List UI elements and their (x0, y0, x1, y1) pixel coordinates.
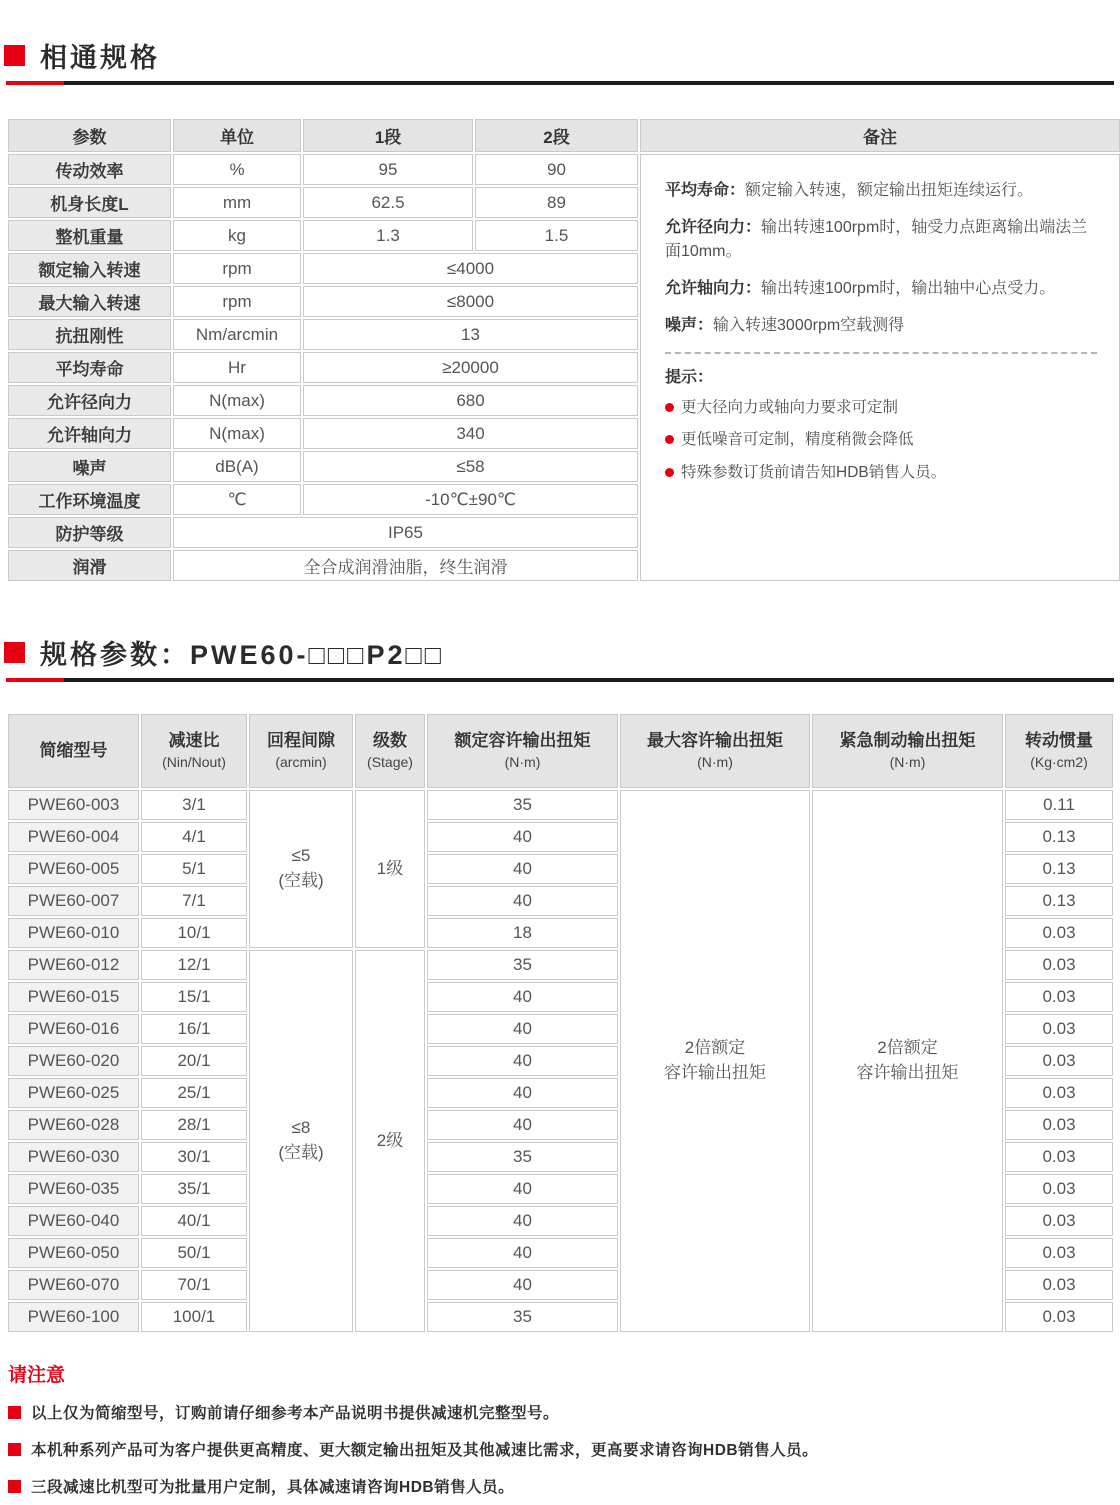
param-label: 抗扭刚性 (8, 319, 171, 350)
seg1-cell: 95 (303, 154, 473, 185)
inertia-cell: 0.11 (1005, 790, 1113, 820)
remark-item: 允许轴向力：输出转速100rpm时，输出轴中心点受力。 (665, 280, 1056, 297)
value-cell: -10℃±90℃ (303, 484, 638, 515)
param-label: 传动效率 (8, 154, 171, 185)
value-cell: ≤58 (303, 451, 638, 482)
value-cell: ≤4000 (303, 253, 638, 284)
tip-item: 更低噪音可定制，精度稍微会降低 (665, 428, 1097, 451)
ratio-cell: 3/1 (141, 790, 247, 820)
red-square-bullet-icon (8, 1480, 21, 1493)
unit-cell: mm (173, 187, 301, 218)
model-cell: PWE60-020 (8, 1046, 139, 1076)
seg2-cell: 90 (475, 154, 638, 185)
ratio-cell: 5/1 (141, 854, 247, 884)
model-cell: PWE60-025 (8, 1078, 139, 1108)
spec-header-row (8, 119, 1120, 152)
rated-torque-cell: 40 (427, 886, 618, 916)
ratio-cell: 7/1 (141, 886, 247, 916)
inertia-cell: 0.03 (1005, 1302, 1113, 1332)
model-header-backlash: 回程间隙 (arcmin) (249, 714, 353, 788)
red-square-bullet-icon (8, 1443, 21, 1456)
model-header-ratio: 减速比 (Nin/Nout) (141, 714, 247, 788)
model-cell: PWE60-004 (8, 822, 139, 852)
unit-cell: Hr (173, 352, 301, 383)
param-label: 平均寿命 (8, 352, 171, 383)
model-cell: PWE60-015 (8, 982, 139, 1012)
bullet-dot-icon (665, 403, 674, 412)
value-cell: 全合成润滑油脂，终生润滑 (173, 550, 638, 581)
spec-section-title: 相通规格 (40, 43, 160, 73)
value-cell: 340 (303, 418, 638, 449)
bullet-dot-icon (665, 468, 674, 477)
inertia-cell: 0.13 (1005, 854, 1113, 884)
param-label: 允许径向力 (8, 385, 171, 416)
rated-torque-cell: 40 (427, 1110, 618, 1140)
model-cell: PWE60-028 (8, 1110, 139, 1140)
model-section-head (4, 633, 1114, 672)
inertia-cell: 0.03 (1005, 1270, 1113, 1300)
ratio-cell: 10/1 (141, 918, 247, 948)
rated-torque-cell: 35 (427, 790, 618, 820)
spec-header-seg1: 1段 (303, 119, 473, 152)
model-cell: PWE60-010 (8, 918, 139, 948)
unit-cell: N(max) (173, 385, 301, 416)
model-cell: PWE60-070 (8, 1270, 139, 1300)
rated-torque-cell: 35 (427, 1302, 618, 1332)
model-table-row (8, 790, 1113, 820)
inertia-cell: 0.03 (1005, 1014, 1113, 1044)
rated-torque-cell: 40 (427, 1014, 618, 1044)
ratio-cell: 50/1 (141, 1238, 247, 1268)
model-cell: PWE60-005 (8, 854, 139, 884)
ratio-cell: 30/1 (141, 1142, 247, 1172)
rated-torque-cell: 40 (427, 1206, 618, 1236)
inertia-cell: 0.03 (1005, 1238, 1113, 1268)
rated-torque-cell: 40 (427, 1174, 618, 1204)
red-square-icon (4, 45, 25, 66)
model-header-max-torque: 最大容许输出扭矩 (N·m) (620, 714, 810, 788)
rated-torque-cell: 40 (427, 822, 618, 852)
ratio-cell: 70/1 (141, 1270, 247, 1300)
rated-torque-cell: 40 (427, 982, 618, 1012)
remarks-cell (640, 154, 1120, 581)
model-header-model: 简缩型号 (8, 714, 139, 788)
inertia-cell: 0.03 (1005, 1046, 1113, 1076)
model-cell: PWE60-050 (8, 1238, 139, 1268)
param-label: 额定输入转速 (8, 253, 171, 284)
model-cell: PWE60-035 (8, 1174, 139, 1204)
inertia-cell: 0.03 (1005, 1110, 1113, 1140)
model-cell: PWE60-007 (8, 886, 139, 916)
spec-header-param: 参数 (8, 119, 171, 152)
spec-section (6, 36, 1114, 583)
unit-cell: kg (173, 220, 301, 251)
spec-header-remark: 备注 (640, 119, 1120, 152)
max-torque-merged-cell: 2倍额定 容许输出扭矩 (620, 790, 810, 1332)
notice-item: 本机种系列产品可为客户提供更高精度、更大额定输出扭矩及其他减速比需求，更高要求请咨询HDB销售人员。 (8, 1438, 1114, 1460)
model-header-rated-torque: 额定容许输出扭矩 (N·m) (427, 714, 618, 788)
rated-torque-cell: 40 (427, 1078, 618, 1108)
red-square-bullet-icon (8, 1406, 21, 1419)
inertia-cell: 0.03 (1005, 1174, 1113, 1204)
rated-torque-cell: 18 (427, 918, 618, 948)
model-header-row (8, 714, 1113, 788)
ratio-cell: 40/1 (141, 1206, 247, 1236)
ratio-cell: 28/1 (141, 1110, 247, 1140)
ratio-cell: 16/1 (141, 1014, 247, 1044)
model-cell: PWE60-012 (8, 950, 139, 980)
spec-section-head (4, 36, 1114, 75)
tip-item: 更大径向力或轴向力要求可定制 (665, 396, 1097, 419)
ratio-cell: 12/1 (141, 950, 247, 980)
title-rule (6, 678, 1114, 682)
inertia-cell: 0.03 (1005, 982, 1113, 1012)
seg2-cell: 89 (475, 187, 638, 218)
red-square-icon (4, 642, 25, 663)
inertia-cell: 0.13 (1005, 886, 1113, 916)
rated-torque-cell: 35 (427, 1142, 618, 1172)
model-cell: PWE60-003 (8, 790, 139, 820)
rated-torque-cell: 40 (427, 1270, 618, 1300)
param-label: 润滑 (8, 550, 171, 581)
model-cell: PWE60-016 (8, 1014, 139, 1044)
model-table-body (8, 790, 1113, 1332)
backlash-group2-cell: ≤8 (空载) (249, 950, 353, 1332)
tips-title: 提示： (665, 369, 714, 386)
tip-item: 特殊参数订货前请告知HDB销售人员。 (665, 461, 1097, 484)
model-header-inertia: 转动惯量 (Kg·cm2) (1005, 714, 1113, 788)
inertia-cell: 0.03 (1005, 950, 1113, 980)
param-label: 整机重量 (8, 220, 171, 251)
unit-cell: Nm/arcmin (173, 319, 301, 350)
notice-item: 三段减速比机型可为批量用户定制，具体减速请咨询HDB销售人员。 (8, 1475, 1114, 1497)
value-cell: ≤8000 (303, 286, 638, 317)
spec-header-unit: 单位 (173, 119, 301, 152)
brake-torque-merged-cell: 2倍额定 容许输出扭矩 (812, 790, 1003, 1332)
ratio-cell: 100/1 (141, 1302, 247, 1332)
remark-item: 平均寿命：额定输入转速，额定输出扭矩连续运行。 (665, 182, 1034, 199)
title-rule (6, 81, 1114, 85)
model-cell: PWE60-030 (8, 1142, 139, 1172)
param-label: 防护等级 (8, 517, 171, 548)
ratio-cell: 35/1 (141, 1174, 247, 1204)
rated-torque-cell: 40 (427, 1238, 618, 1268)
ratio-cell: 4/1 (141, 822, 247, 852)
value-cell: IP65 (173, 517, 638, 548)
inertia-cell: 0.03 (1005, 1078, 1113, 1108)
unit-cell: % (173, 154, 301, 185)
inertia-cell: 0.13 (1005, 822, 1113, 852)
rated-torque-cell: 40 (427, 854, 618, 884)
seg1-cell: 1.3 (303, 220, 473, 251)
inertia-cell: 0.03 (1005, 918, 1113, 948)
unit-cell: ℃ (173, 484, 301, 515)
model-cell: PWE60-100 (8, 1302, 139, 1332)
param-label: 允许轴向力 (8, 418, 171, 449)
backlash-group1-cell: ≤5 (空载) (249, 790, 353, 948)
seg2-cell: 1.5 (475, 220, 638, 251)
spec-table (6, 117, 1120, 583)
rated-torque-cell: 35 (427, 950, 618, 980)
rated-torque-cell: 40 (427, 1046, 618, 1076)
model-section-title: 规格参数：PWE60-□□□P2□□ (40, 640, 445, 670)
model-header-stage: 级数 (Stage) (355, 714, 425, 788)
param-label: 工作环境温度 (8, 484, 171, 515)
stage-group1-cell: 1级 (355, 790, 425, 948)
inertia-cell: 0.03 (1005, 1206, 1113, 1236)
ratio-cell: 15/1 (141, 982, 247, 1012)
unit-cell: dB(A) (173, 451, 301, 482)
spec-row (8, 154, 1120, 185)
bullet-dot-icon (665, 435, 674, 444)
model-table (6, 712, 1115, 1334)
param-label: 机身长度L (8, 187, 171, 218)
stage-group2-cell: 2级 (355, 950, 425, 1332)
seg1-cell: 62.5 (303, 187, 473, 218)
value-cell: 680 (303, 385, 638, 416)
model-header-brake-torque: 紧急制动输出扭矩 (N·m) (812, 714, 1003, 788)
notice-section (6, 1360, 1114, 1497)
value-cell: ≥20000 (303, 352, 638, 383)
notice-title: 请注意 (8, 1365, 66, 1386)
param-label: 最大输入转速 (8, 286, 171, 317)
param-label: 噪声 (8, 451, 171, 482)
model-cell: PWE60-040 (8, 1206, 139, 1236)
value-cell: 13 (303, 319, 638, 350)
remark-item: 允许径向力：输出转速100rpm时，轴受力点距离输出端法兰面10mm。 (665, 219, 1088, 260)
ratio-cell: 25/1 (141, 1078, 247, 1108)
notice-item: 以上仅为简缩型号，订购前请仔细参考本产品说明书提供减速机完整型号。 (8, 1401, 1114, 1423)
model-section (6, 633, 1114, 1334)
remark-item: 噪声：输入转速3000rpm空载测得 (665, 317, 905, 334)
spec-header-seg2: 2段 (475, 119, 638, 152)
ratio-cell: 20/1 (141, 1046, 247, 1076)
unit-cell: rpm (173, 286, 301, 317)
inertia-cell: 0.03 (1005, 1142, 1113, 1172)
unit-cell: rpm (173, 253, 301, 284)
dashed-separator (665, 352, 1097, 354)
unit-cell: N(max) (173, 418, 301, 449)
